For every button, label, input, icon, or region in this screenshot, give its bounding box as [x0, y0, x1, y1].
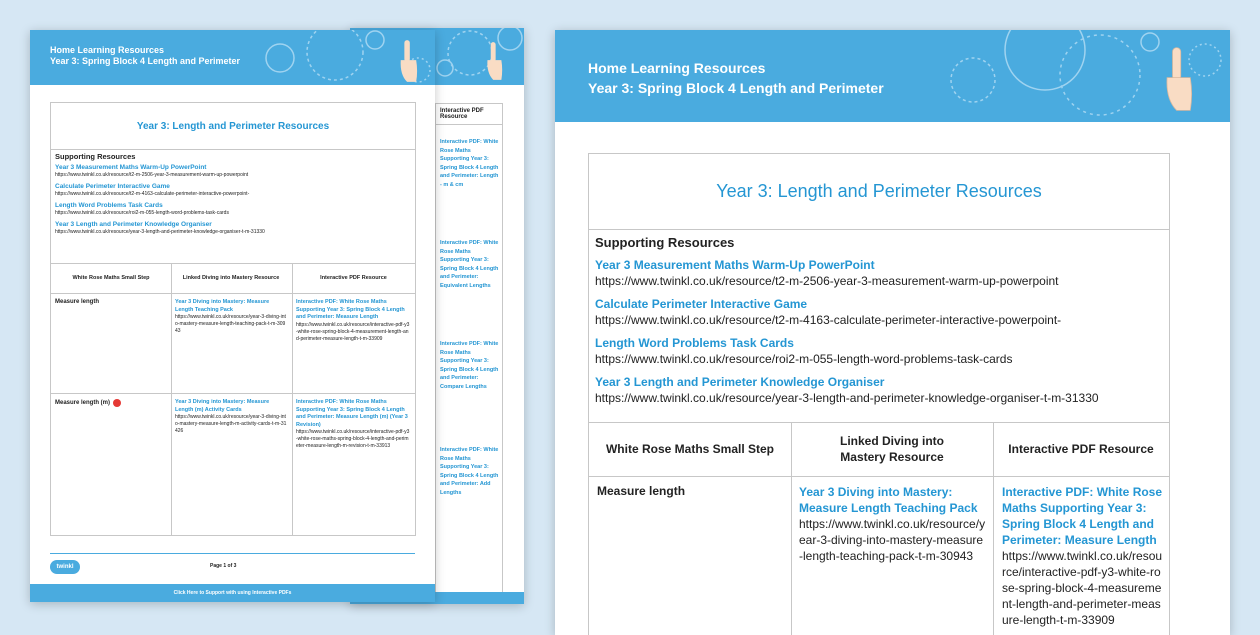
supporting-resources [595, 235, 1161, 406]
header-line1: Home Learning Resources [50, 45, 165, 55]
middle-page [30, 30, 435, 602]
mastery-cell [175, 299, 287, 335]
step-name: Measure length [597, 484, 686, 498]
back-snippet-title[interactable]: Interactive PDF: White Rose Maths Supporting Year 3: Spring Block 4 Length and Perimeter: Add Lengths [440, 447, 499, 496]
mastery-cell [175, 399, 287, 435]
column-header-step: White Rose Maths Small Step [72, 275, 150, 281]
front-page [555, 30, 1230, 635]
resource-link[interactable]: Year 3 Measurement Maths Warm-Up PowerPoint [55, 164, 207, 171]
page-title: Year 3: Length and Perimeter Resources [136, 120, 330, 132]
resource-link[interactable]: Year 3 Length and Perimeter Knowledge Organiser [595, 375, 885, 389]
pdf-link[interactable]: Interactive PDF: White Rose Maths Supporting Year 3: Spring Block 4 Length and Perimeter: Measure Length (m) (Year 3 Revision) [296, 399, 408, 428]
column-header-pdf: Interactive PDF Resource [320, 275, 387, 281]
header-line2: Year 3: Spring Block 4 Length and Perimeter [50, 56, 241, 66]
pointing-hand-icon [398, 38, 418, 84]
column-header-pdf: Interactive PDF Resource [1008, 442, 1154, 456]
back-snippet [440, 138, 500, 189]
middle-page-banner [30, 30, 435, 85]
step-name: Measure length (m) [55, 400, 111, 406]
pointing-hand-icon [1163, 38, 1193, 120]
back-page-table [435, 103, 503, 601]
back-snippet-title[interactable]: Interactive PDF: White Rose Maths Supporting Year 3: Spring Block 4 Length and Perimeter: Equivalent Lengths [440, 240, 499, 289]
supporting-heading: Supporting Resources [595, 235, 735, 250]
header-line1: Home Learning Resources [588, 60, 766, 76]
resource-table [50, 102, 416, 536]
mastery-url[interactable]: https://www.twinkl.co.uk/resource/year-3-diving-into-mastery-measure-length-m-activity-cards-t-m-31426 [175, 414, 287, 434]
mastery-link[interactable]: Year 3 Diving into Mastery: Measure Length Teaching Pack [799, 485, 978, 515]
supporting-resources [55, 153, 411, 236]
resource-url[interactable]: https://www.twinkl.co.uk/resource/year-3-length-and-perimeter-knowledge-organiser-t-m-31330 [595, 391, 1099, 405]
pdf-link[interactable]: Interactive PDF: White Rose Maths Supporting Year 3: Spring Block 4 Length and Perimeter: Measure Length [296, 299, 405, 320]
mastery-url[interactable]: https://www.twinkl.co.uk/resource/year-3-diving-into-mastery-measure-length-teaching-pack-t-m-30943 [175, 314, 286, 334]
back-snippet [440, 340, 500, 391]
pdf-cell [296, 299, 410, 343]
resource-link[interactable]: Year 3 Measurement Maths Warm-Up PowerPoint [595, 258, 875, 272]
stop-badge-icon [113, 399, 121, 407]
resource-url[interactable]: https://www.twinkl.co.uk/resource/roi2-m-055-length-word-problems-task-cards [55, 210, 229, 216]
mastery-cell [799, 484, 987, 564]
resource-url[interactable]: https://www.twinkl.co.uk/resource/t2-m-2506-year-3-measurement-warm-up-powerpoint [55, 172, 249, 178]
resource-link[interactable]: Length Word Problems Task Cards [55, 202, 163, 209]
resource-table [588, 153, 1170, 635]
resource-url[interactable]: https://www.twinkl.co.uk/resource/year-3-length-and-perimeter-knowledge-organiser-t-m-31330 [55, 229, 265, 235]
footer-rule [50, 553, 415, 554]
twinkl-logo-icon: twinkl [50, 560, 80, 574]
mastery-link[interactable]: Year 3 Diving into Mastery: Measure Length Teaching Pack [175, 299, 270, 313]
header-line2: Year 3: Spring Block 4 Length and Perimeter [588, 80, 884, 96]
column-header-mastery: Linked Diving into Mastery Resource [840, 434, 944, 464]
pdf-cell [296, 399, 410, 450]
step-cell [55, 399, 167, 407]
pdf-cell [1002, 484, 1164, 628]
pointing-hand-icon [485, 40, 503, 82]
page-number: Page 1 of 3 [210, 563, 237, 569]
resource-url[interactable]: https://www.twinkl.co.uk/resource/t2-m-4163-calculate-perimeter-interactive-powerpoint- [595, 313, 1062, 327]
pdf-link[interactable]: Interactive PDF: White Rose Maths Supporting Year 3: Spring Block 4 Length and Perimeter: Measure Length [1002, 485, 1163, 547]
page-title: Year 3: Length and Perimeter Resources [716, 181, 1042, 201]
mastery-url[interactable]: https://www.twinkl.co.uk/resource/year-3-diving-into-mastery-measure-length-teaching-pack-t-m-30943 [799, 517, 986, 563]
pdf-url[interactable]: https://www.twinkl.co.uk/resource/interactive-pdf-y3-white-rose-maths-spring-block-4-length-and-perimeter-measure-length-m-revision-t-m-33913 [296, 429, 410, 449]
resource-url[interactable]: https://www.twinkl.co.uk/resource/roi2-m-055-length-word-problems-task-cards [595, 352, 1013, 366]
step-name: Measure length [55, 299, 100, 305]
supporting-heading: Supporting Resources [55, 152, 136, 161]
resource-link[interactable]: Length Word Problems Task Cards [595, 336, 794, 350]
resource-url[interactable]: https://www.twinkl.co.uk/resource/t2-m-2506-year-3-measurement-warm-up-powerpoint [595, 274, 1059, 288]
back-snippet [440, 446, 500, 497]
back-snippet [440, 239, 500, 290]
resource-link[interactable]: Year 3 Length and Perimeter Knowledge Organiser [55, 221, 212, 228]
resource-url[interactable]: https://www.twinkl.co.uk/resource/t2-m-4163-calculate-perimeter-interactive-powerpoint- [55, 191, 250, 197]
back-snippet-title[interactable]: Interactive PDF: White Rose Maths Supporting Year 3: Spring Block 4 Length and Perimeter: Compare Lengths [440, 341, 499, 390]
interactive-help-link[interactable]: Click Here to Support with using Interactive PDFs [30, 584, 435, 602]
back-snippet-title[interactable]: Interactive PDF: White Rose Maths Supporting Year 3: Spring Block 4 Length and Perimeter: Length - m & cm [440, 139, 499, 188]
front-page-banner [555, 30, 1230, 122]
column-header-mastery: Linked Diving into Mastery Resource [182, 275, 280, 281]
resource-link[interactable]: Calculate Perimeter Interactive Game [55, 183, 170, 190]
mastery-link[interactable]: Year 3 Diving into Mastery: Measure Length (m) Activity Cards [175, 399, 270, 413]
back-page-header: Interactive PDF Resource [436, 104, 502, 125]
column-header-step: White Rose Maths Small Step [605, 442, 775, 456]
resource-link[interactable]: Calculate Perimeter Interactive Game [595, 297, 808, 311]
pdf-url[interactable]: https://www.twinkl.co.uk/resource/interactive-pdf-y3-white-rose-spring-block-4-measurement-length-and-perimeter-measure-length-t-m-33909 [1002, 549, 1163, 627]
pdf-url[interactable]: https://www.twinkl.co.uk/resource/interactive-pdf-y3-white-rose-spring-block-4-measurement-length-and-perimeter-measure-length-t-m-33909 [296, 321, 410, 342]
